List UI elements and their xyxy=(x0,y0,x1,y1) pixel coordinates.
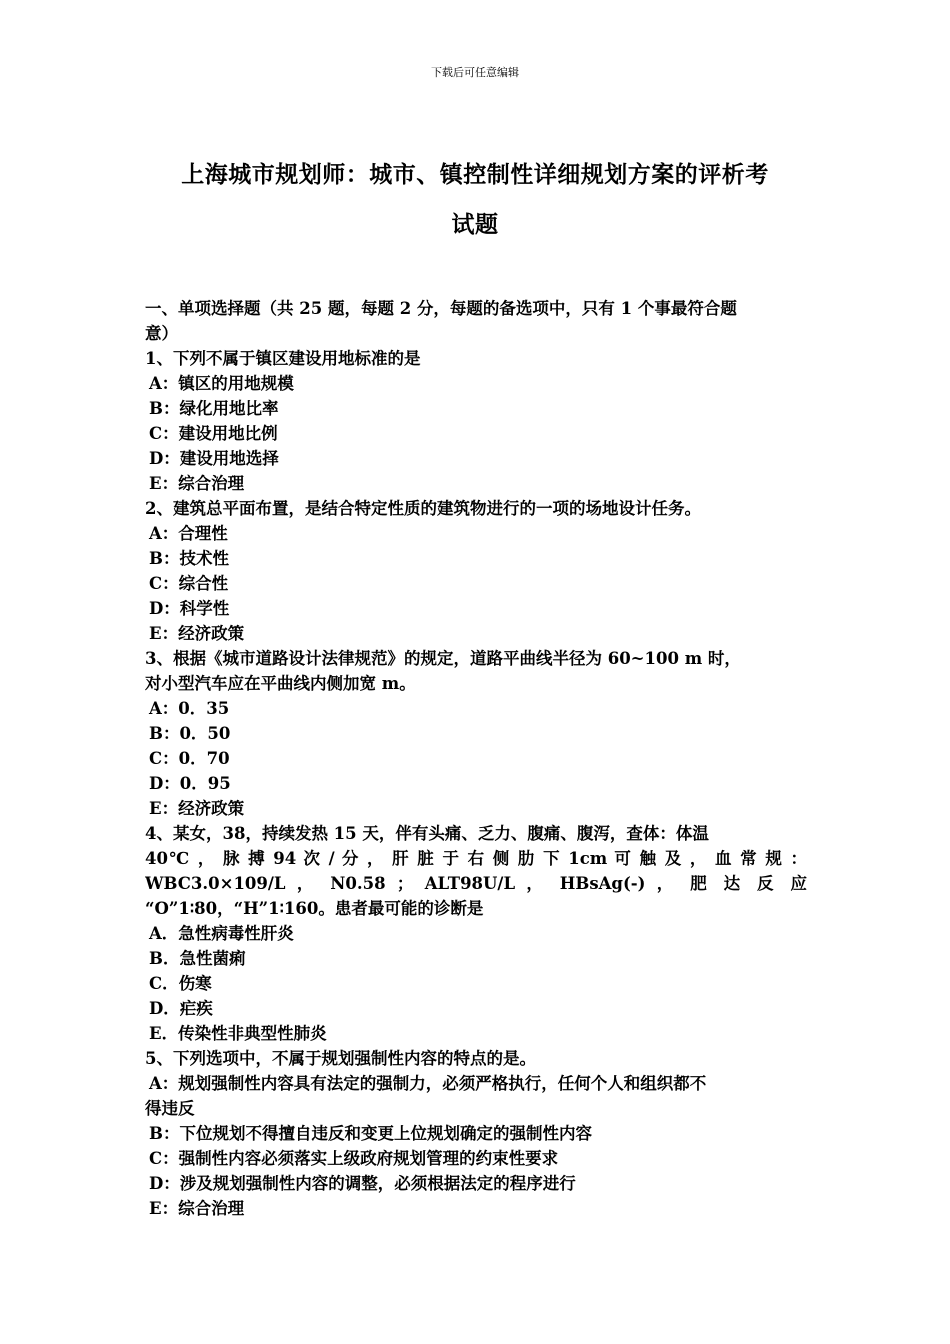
question-2-stem: 2、建筑总平面布置，是结合特定性质的建筑物进行的一项的场地设计任务。 xyxy=(145,499,701,518)
question-2-option-b: B：技术性 xyxy=(149,549,229,568)
question-3-option-c: C：0．70 xyxy=(149,749,230,768)
question-5-option-d: D：涉及规划强制性内容的调整，必须根据法定的程序进行 xyxy=(149,1174,576,1193)
page-header: 下载后可任意编辑 xyxy=(431,66,519,79)
question-4-stem-line-4: “O”1∶80，“H”1∶160。患者最可能的诊断是 xyxy=(145,899,484,918)
question-1-option-c: C：建设用地比例 xyxy=(149,424,278,443)
title-line-2: 试题 xyxy=(451,212,499,238)
question-4-option-c: C．伤寒 xyxy=(149,974,212,993)
question-3-option-a: A：0．35 xyxy=(149,699,230,718)
question-3-option-e: E：经济政策 xyxy=(149,799,245,818)
question-1-option-d: D：建设用地选择 xyxy=(149,449,279,468)
question-3-option-d: D：0．95 xyxy=(149,774,231,793)
question-2-option-c: C：综合性 xyxy=(149,574,229,593)
section-heading-line-1: 一、单项选择题（共 25 题，每题 2 分，每题的备选项中，只有 1 个事最符合题 xyxy=(145,299,737,318)
question-4-option-e: E．传染性非典型性肺炎 xyxy=(149,1024,327,1043)
question-4-option-b: B．急性菌痢 xyxy=(149,949,246,968)
question-2-option-e: E：经济政策 xyxy=(149,624,245,643)
document-body xyxy=(145,296,807,1221)
question-4-stem-line-3: WBC3.0×109/L ， N0.58 ； ALT98U/L ， HBsAg(-) ， 肥 达 反 应 xyxy=(145,874,807,893)
title-line-1: 上海城市规划师：城市、镇控制性详细规划方案的评析考 xyxy=(181,162,769,188)
document-title xyxy=(140,150,810,250)
question-2-option-a: A：合理性 xyxy=(149,524,228,543)
question-2-option-d: D：科学性 xyxy=(149,599,230,618)
question-5-option-b: B：下位规划不得擅自违反和变更上位规划确定的强制性内容 xyxy=(149,1124,592,1143)
question-1-option-a: A：镇区的用地规模 xyxy=(149,374,294,393)
question-4-stem-line-1: 4、某女，38，持续发热 15 天，伴有头痛、乏力、腹痛、腹泻，查体：体温 xyxy=(145,824,709,843)
question-3-stem-line-1: 3、根据《城市道路设计法律规范》的规定，道路平曲线半径为 60~100 m 时， xyxy=(145,649,741,668)
question-1-stem: 1、下列不属于镇区建设用地标准的是 xyxy=(145,349,421,368)
question-5-stem: 5、下列选项中，不属于规划强制性内容的特点的是。 xyxy=(145,1049,536,1068)
question-5-option-c: C：强制性内容必须落实上级政府规划管理的约束性要求 xyxy=(149,1149,559,1168)
section-heading-line-2: 意） xyxy=(145,324,178,343)
question-1-option-b: B：绿化用地比率 xyxy=(149,399,279,418)
question-5-option-a-line-1: A：规划强制性内容具有法定的强制力，必须严格执行，任何个人和组织都不 xyxy=(149,1074,707,1093)
question-3-option-b: B：0．50 xyxy=(149,724,231,743)
question-5-option-a-line-2: 得违反 xyxy=(145,1099,195,1118)
question-3-stem-line-2: 对小型汽车应在平曲线内侧加宽 m。 xyxy=(145,674,416,693)
question-4-option-a: A．急性病毒性肝炎 xyxy=(149,924,294,943)
question-5-option-e: E：综合治理 xyxy=(149,1199,245,1218)
question-4-option-d: D．疟疾 xyxy=(149,999,213,1018)
question-4-stem-line-2: 40℃ ， 脉 搏 94 次 / 分 ， 肝 脏 于 右 侧 肋 下 1cm 可 触 及 ， 血 常 规 ： xyxy=(145,849,807,868)
question-1-option-e: E：综合治理 xyxy=(149,474,245,493)
